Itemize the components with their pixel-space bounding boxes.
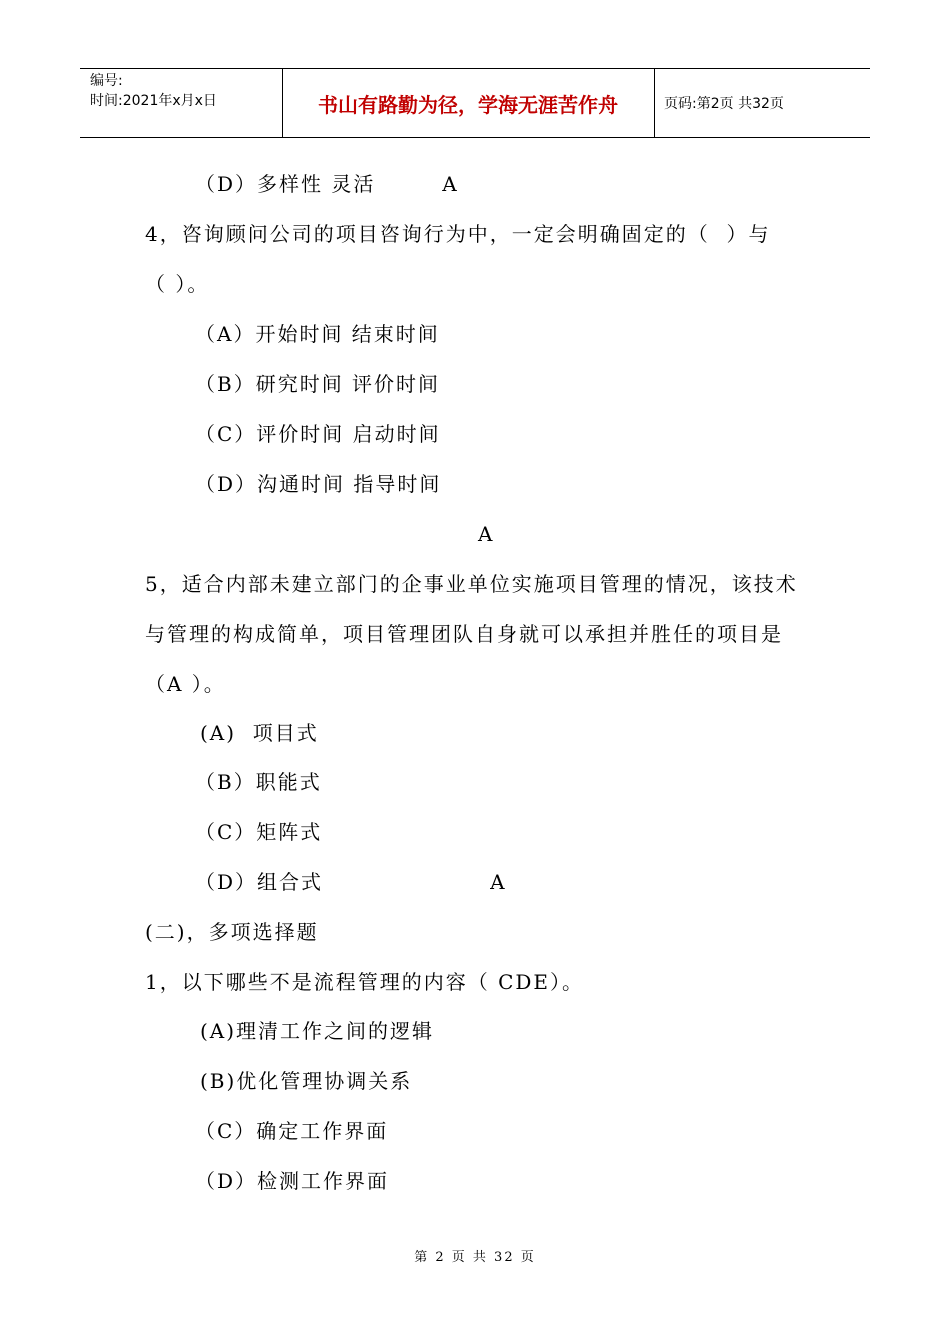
option-line: （D）多样性 灵活 A bbox=[195, 172, 459, 196]
option-line: （B）职能式 bbox=[195, 770, 322, 794]
option-line: （A）开始时间 结束时间 bbox=[195, 322, 440, 346]
header-divider bbox=[654, 69, 655, 137]
page-header bbox=[80, 68, 870, 138]
question-line: （ ）。 bbox=[145, 272, 210, 296]
option-line: （D）组合式 A bbox=[195, 870, 507, 894]
number-label: 编号: bbox=[90, 73, 123, 89]
option-line: (A)理清工作之间的逻辑 bbox=[200, 1019, 435, 1043]
section-heading: (二)，多项选择题 bbox=[145, 920, 319, 944]
header-page-info: 页码:第2页 共32页 bbox=[664, 96, 784, 112]
question-line: 4，咨询顾问公司的项目咨询行为中，一定会明确固定的（ ）与 bbox=[145, 222, 771, 246]
page-footer: 第 2 页 共 32 页 bbox=[414, 1250, 536, 1265]
time-label: 时间:2021年x月x日 bbox=[90, 93, 217, 109]
question-line: 1，以下哪些不是流程管理的内容（ CDE）。 bbox=[145, 970, 585, 994]
answer-label: A bbox=[478, 522, 495, 546]
option-line: (A) 项目式 bbox=[200, 721, 319, 745]
option-line: （C）确定工作界面 bbox=[195, 1119, 389, 1143]
question-line: 与管理的构成简单，项目管理团队自身就可以承担并胜任的项目是 bbox=[145, 622, 783, 646]
option-line: （C）矩阵式 bbox=[195, 820, 323, 844]
option-line: （B）研究时间 评价时间 bbox=[195, 372, 441, 396]
option-line: (B)优化管理协调关系 bbox=[200, 1069, 413, 1093]
header-motto: 书山有路勤为径，学海无涯苦作舟 bbox=[318, 92, 618, 117]
option-line: （D）沟通时间 指导时间 bbox=[195, 472, 442, 496]
question-line: （A ）。 bbox=[145, 672, 226, 696]
header-meta bbox=[90, 71, 217, 111]
option-line: （C）评价时间 启动时间 bbox=[195, 422, 441, 446]
question-line: 5，适合内部未建立部门的企事业单位实施项目管理的情况，该技术 bbox=[145, 572, 798, 596]
option-line: （D）检测工作界面 bbox=[195, 1169, 390, 1193]
